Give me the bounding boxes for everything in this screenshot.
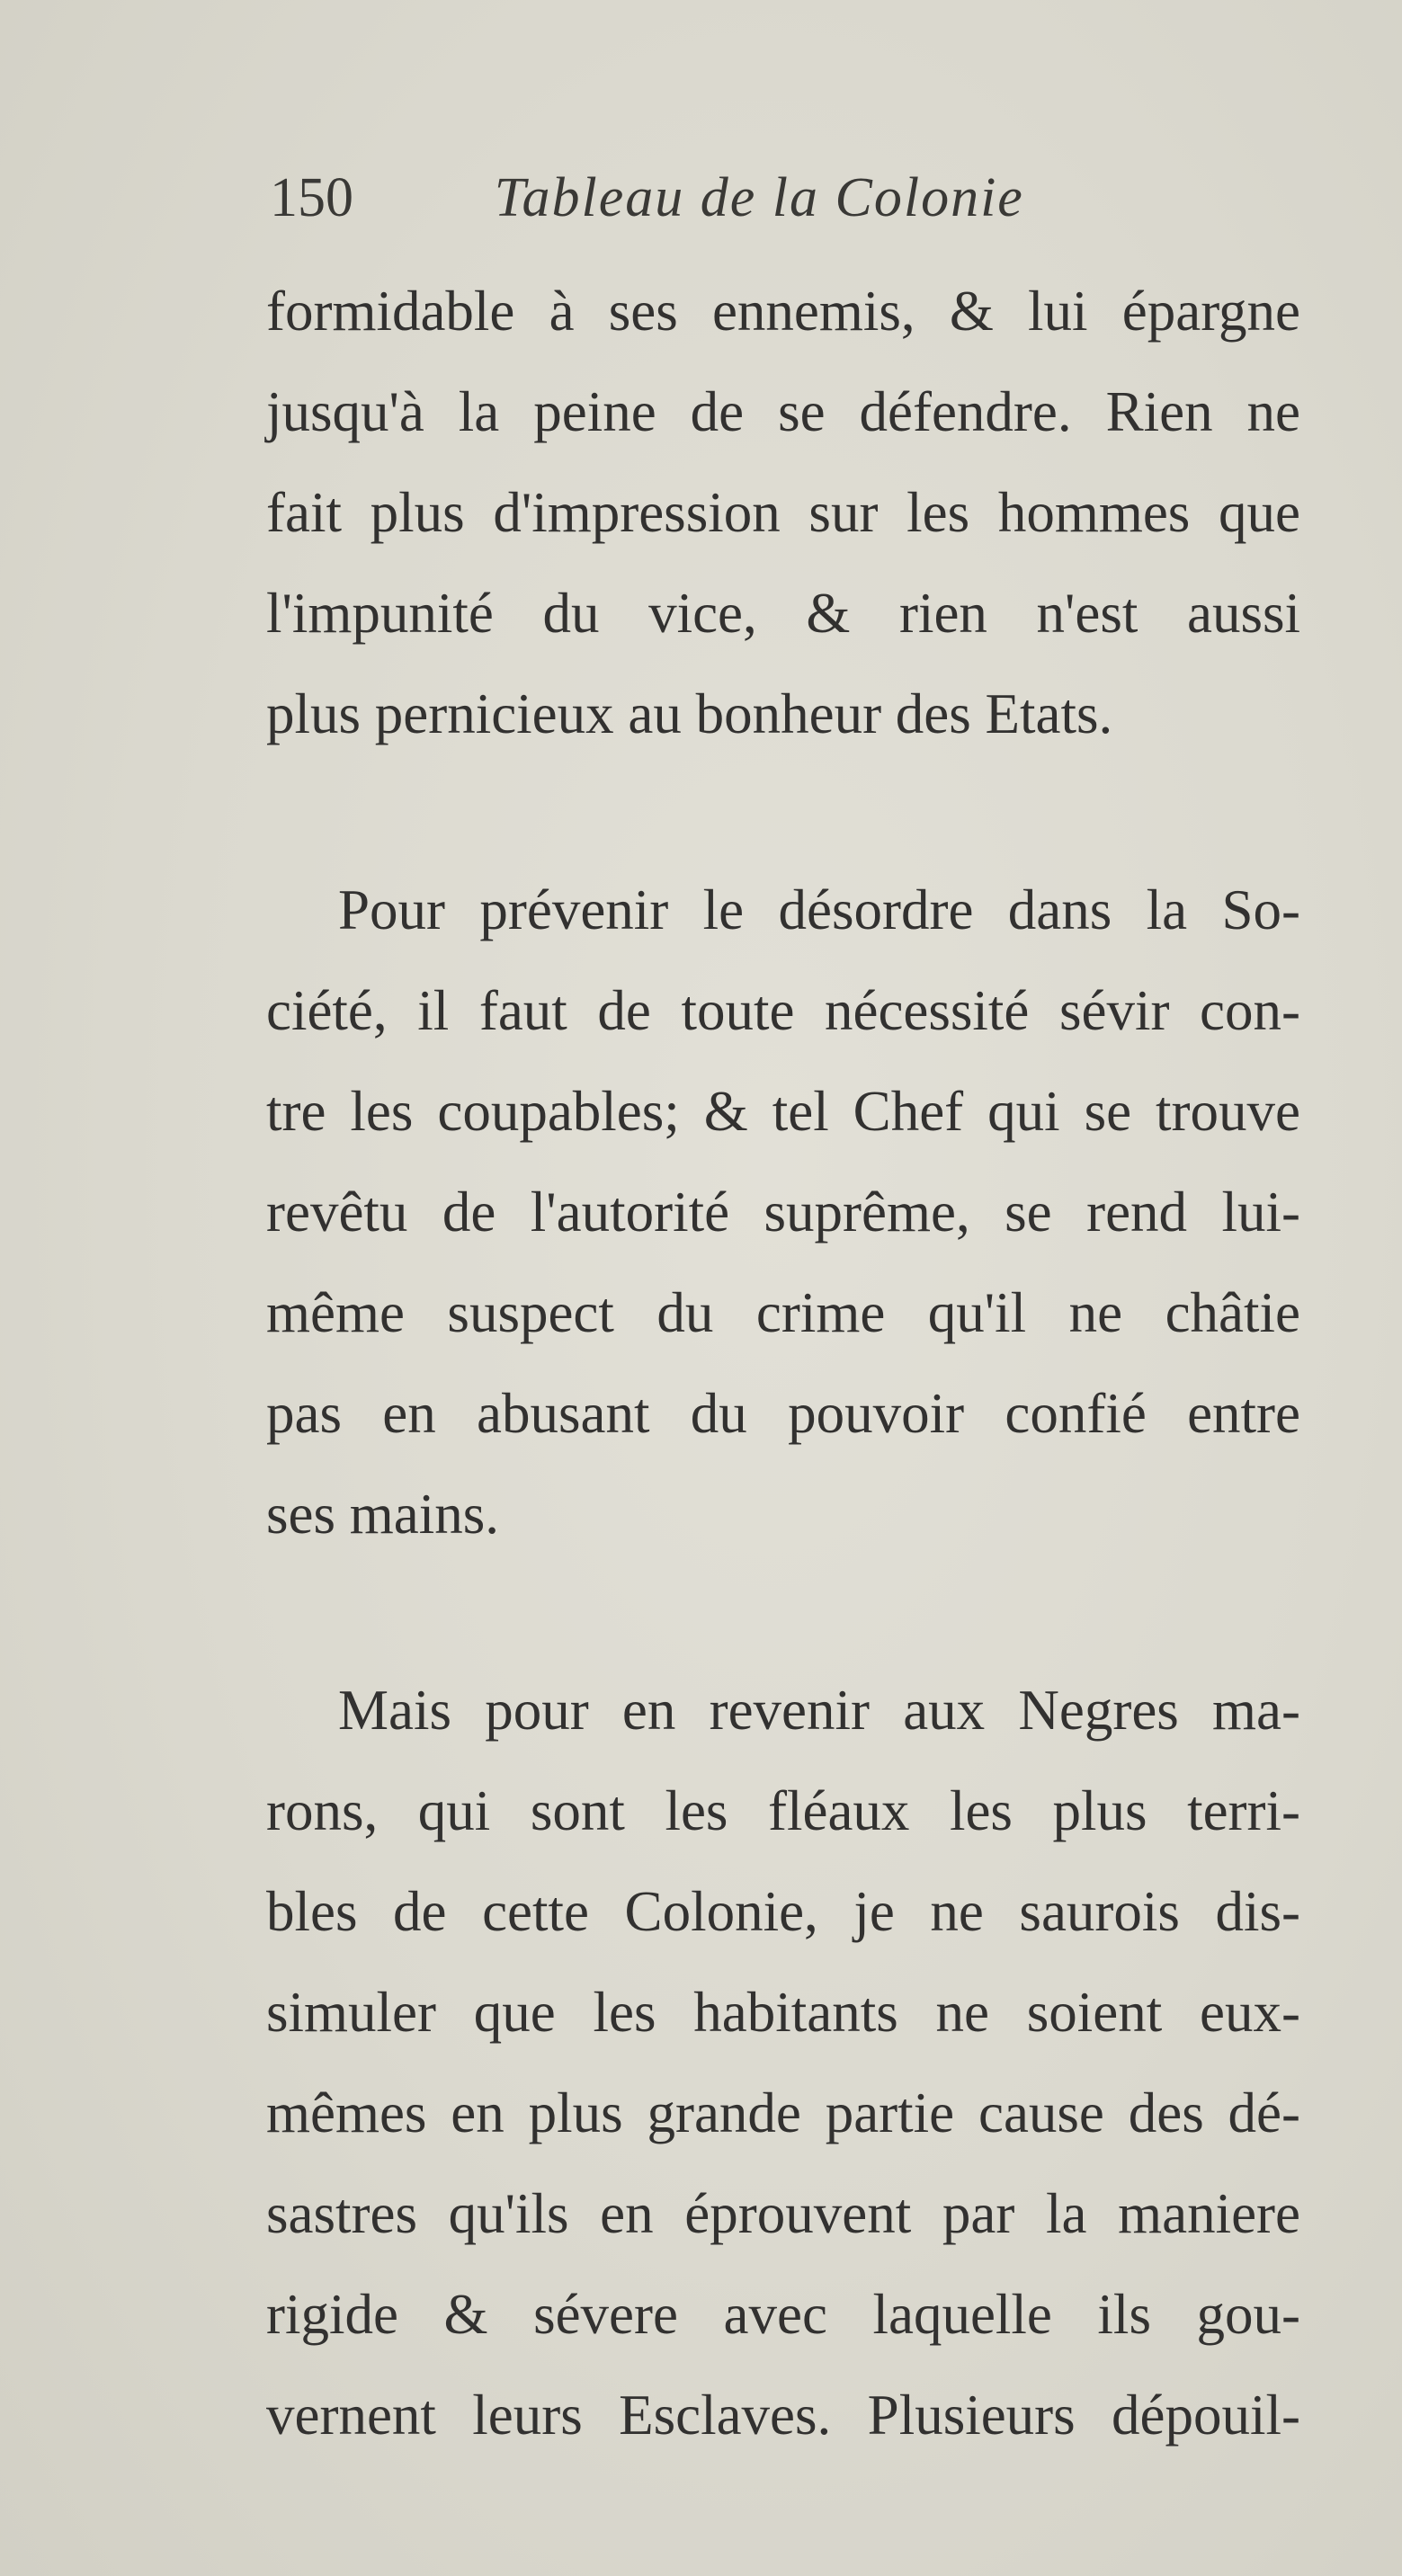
text-line: fait plus d'impression sur les hommes que bbox=[266, 481, 1300, 544]
body-text bbox=[266, 261, 1300, 2465]
text-line: jusqu'à la peine de se défendre. Rien ne bbox=[266, 380, 1300, 443]
text-line: même suspect du crime qu'il ne châtie bbox=[266, 1281, 1300, 1344]
text-line: vernent leurs Esclaves. Plusieurs dépouil- bbox=[266, 2384, 1300, 2447]
text-line: simuler que les habitants ne soient eux- bbox=[266, 1981, 1300, 2044]
text-line: formidable à ses ennemis, & lui épargne bbox=[266, 280, 1300, 343]
text-line: tre les coupables; & tel Chef qui se trouve bbox=[266, 1080, 1300, 1143]
text-line: ciété, il faut de toute nécessité sévir con- bbox=[266, 979, 1300, 1042]
running-title: Tableau de la Colonie bbox=[494, 167, 1024, 228]
paragraph-3 bbox=[266, 1660, 1300, 2465]
text-line: l'impunité du vice, & rien n'est aussi bbox=[266, 582, 1300, 645]
text-line: revêtu de l'autorité suprême, se rend lui- bbox=[266, 1181, 1300, 1243]
text-line: plus pernicieux au bonheur des Etats. bbox=[266, 682, 1113, 745]
text-line: Mais pour en revenir aux Negres ma- bbox=[338, 1679, 1300, 1742]
paragraph-2 bbox=[266, 860, 1300, 1564]
text-line: rigide & sévere avec laquelle ils gou- bbox=[266, 2283, 1300, 2346]
text-line: ses mains. bbox=[266, 1483, 499, 1546]
page-header bbox=[270, 169, 1024, 226]
text-line: pas en abusant du pouvoir confié entre bbox=[266, 1382, 1300, 1445]
text-line: rons, qui sont les fléaux les plus terri- bbox=[266, 1779, 1300, 1842]
text-line: sastres qu'ils en éprouvent par la maniere bbox=[266, 2182, 1300, 2245]
page-number: 150 bbox=[270, 167, 353, 228]
paragraph-1 bbox=[266, 261, 1300, 764]
text-line: Pour prévenir le désordre dans la So- bbox=[338, 878, 1300, 941]
text-line: bles de cette Colonie, je ne saurois dis- bbox=[266, 1880, 1300, 1943]
text-line: mêmes en plus grande partie cause des dé- bbox=[266, 2081, 1300, 2144]
